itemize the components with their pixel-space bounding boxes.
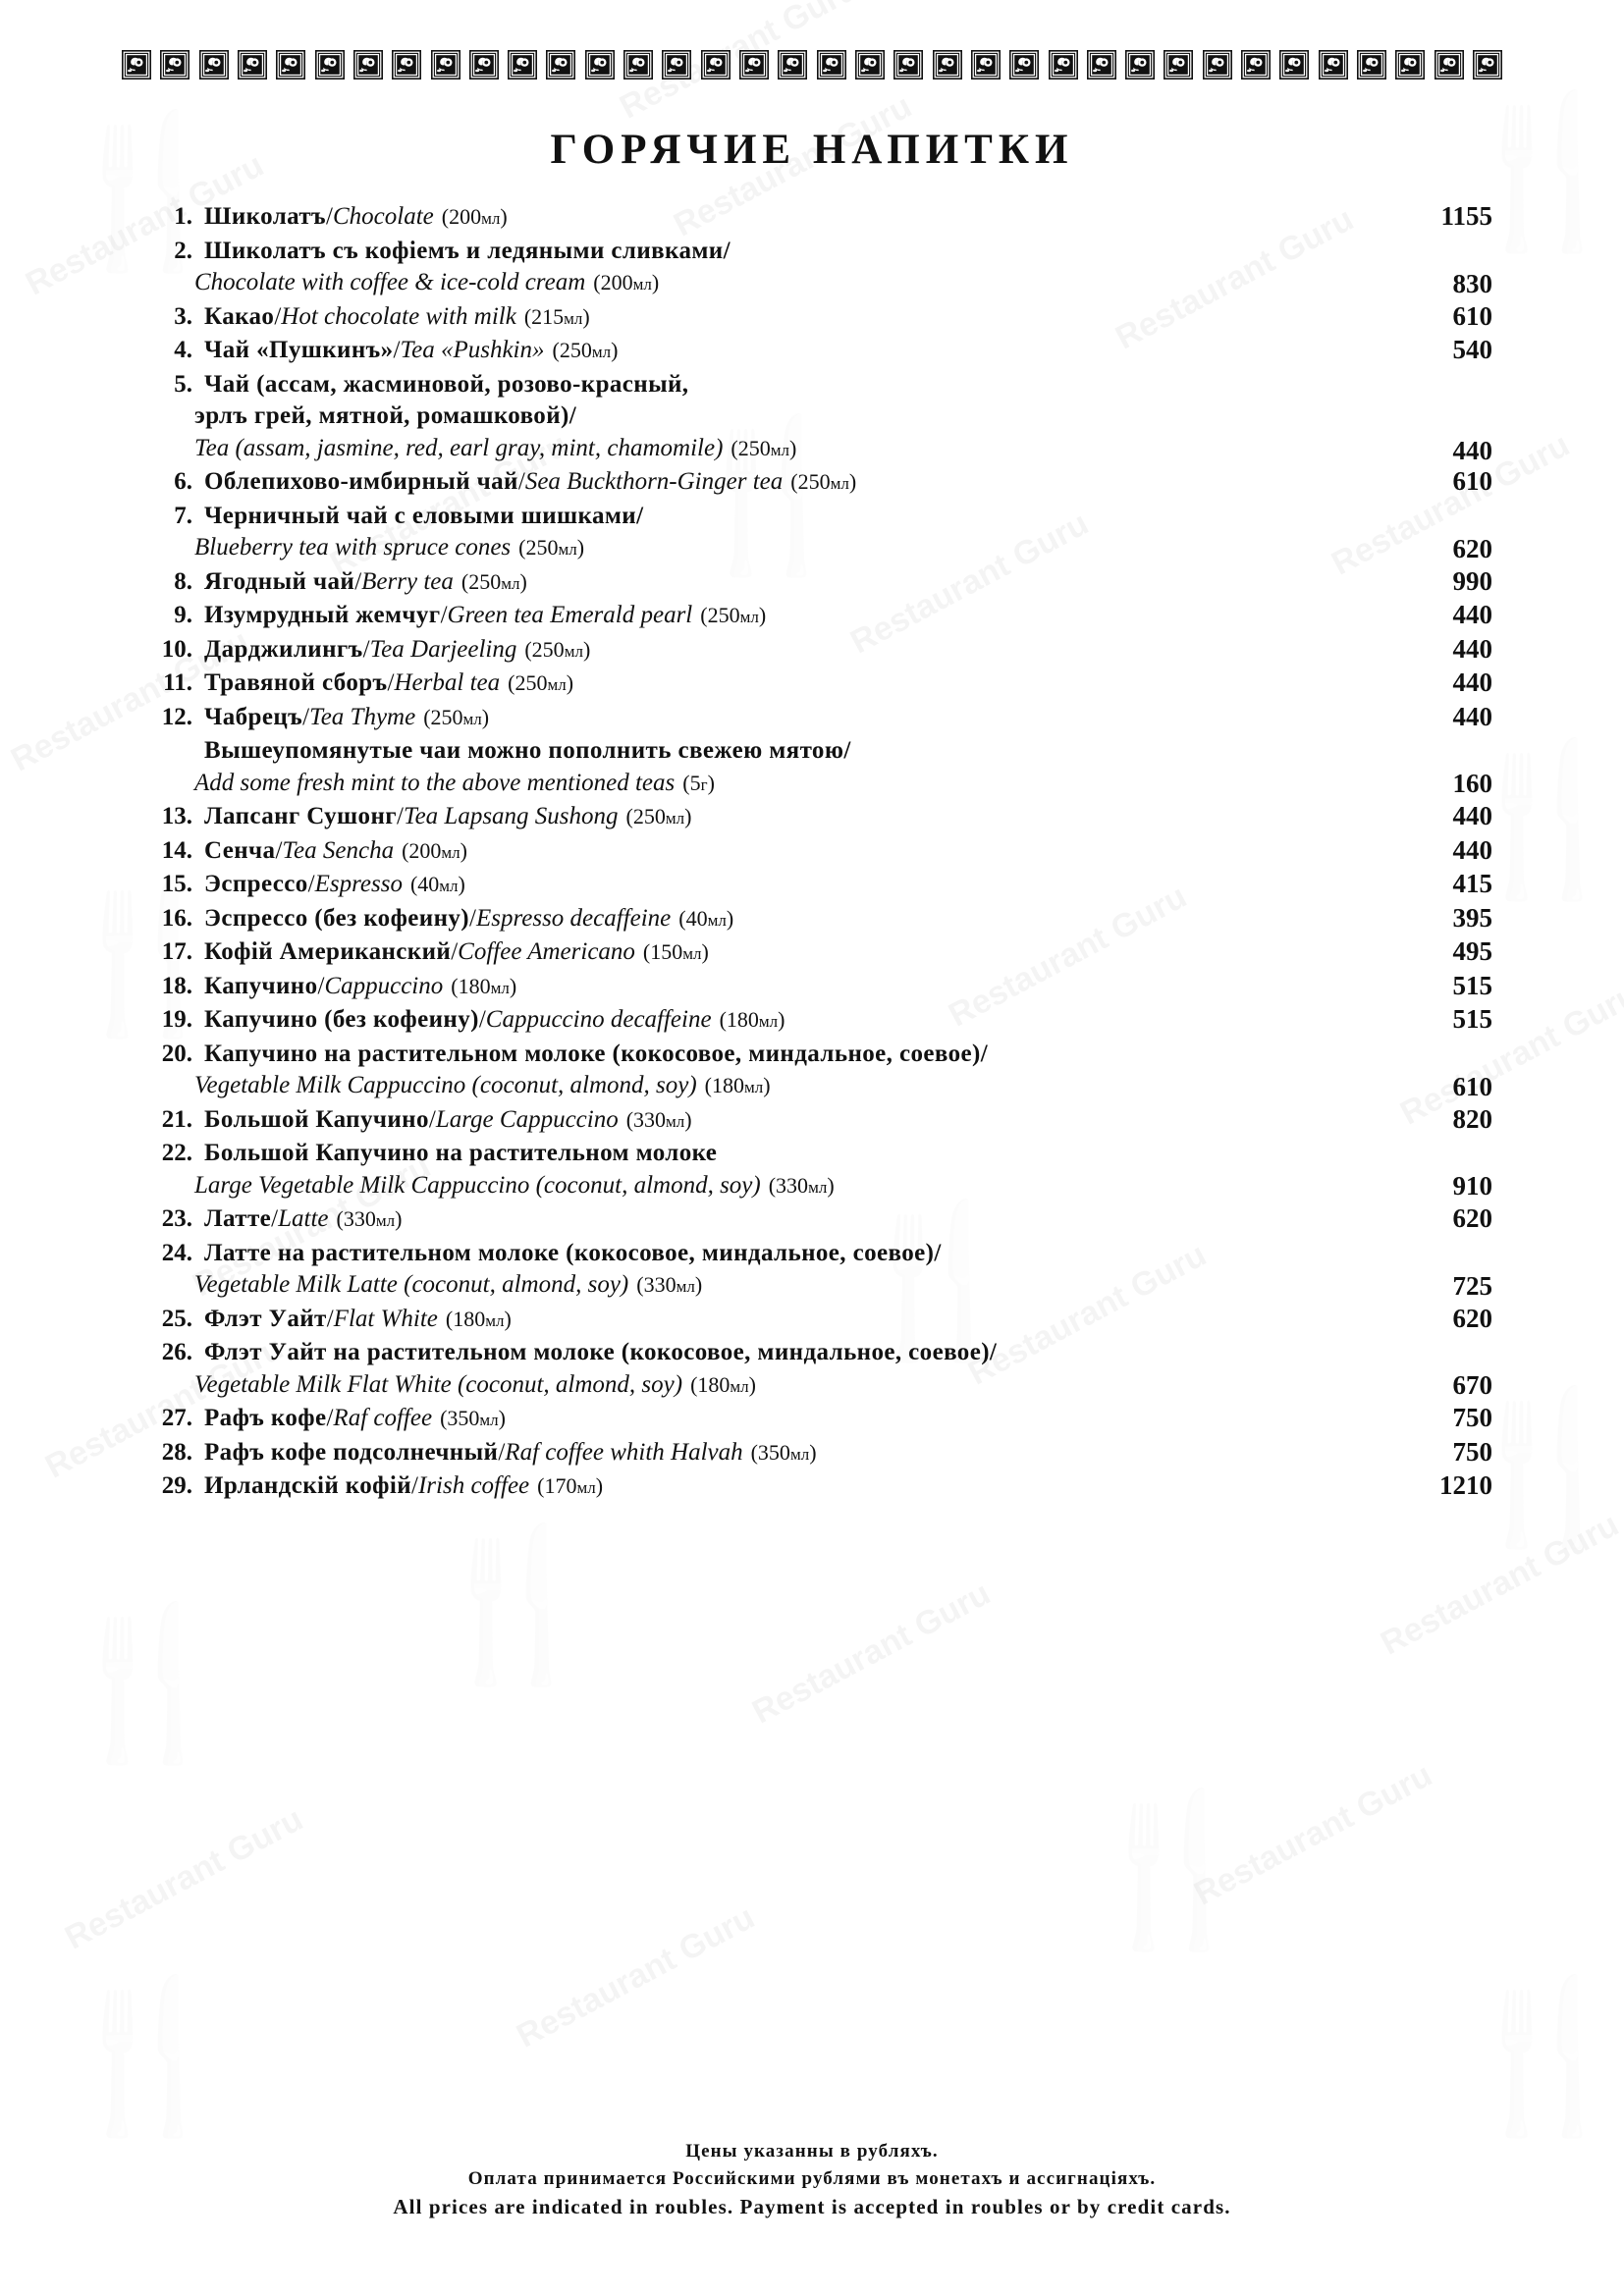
item-price: 495	[1452, 936, 1492, 966]
coffee-cup-tile-icon	[276, 50, 305, 80]
item-body	[147, 1039, 1492, 1102]
item-name-en: Irish coffee	[417, 1472, 530, 1499]
item-price: 440	[1452, 801, 1492, 830]
item-name-en: Espresso	[314, 871, 403, 897]
menu-item-row	[147, 335, 1492, 367]
menu-item-row	[147, 835, 1492, 868]
item-name-ru: Какао	[204, 302, 275, 330]
menu-item-list	[147, 201, 1492, 1505]
item-name-ru: Дарджилингъ	[204, 635, 363, 663]
item-volume: (180мл)	[445, 1306, 512, 1331]
name-separator: /	[362, 635, 370, 663]
item-body	[147, 369, 1492, 465]
item-name-ru: Рафъ кофе	[204, 1405, 327, 1431]
coffee-cup-tile-icon	[1279, 50, 1309, 80]
item-volume: (215мл)	[523, 303, 590, 329]
item-name-en: Coffee Americano	[458, 938, 635, 965]
coffee-cup-tile-icon	[817, 50, 846, 80]
menu-item-row	[147, 1337, 1492, 1401]
item-name-ru: Черничный чай с еловыми шишками/	[204, 502, 644, 529]
item-volume: (180мл)	[690, 1371, 756, 1397]
item-name-ru: Большой Капучино на растительном молоке	[204, 1140, 718, 1166]
item-name-ru: Травяной сборъ	[204, 669, 388, 696]
item-name-en: Vegetable Milk Latte (coconut, almond, soy)	[194, 1271, 629, 1298]
coffee-cup-tile-icon	[315, 50, 345, 80]
item-name-en: Blueberry tea with spruce cones	[194, 534, 512, 561]
coffee-cup-tile-icon	[469, 50, 499, 80]
item-volume: (40мл)	[409, 872, 465, 896]
coffee-cup-tile-icon	[122, 50, 151, 80]
item-price: 440	[1452, 667, 1492, 697]
item-name-en: Tea Sencha	[282, 836, 395, 864]
item-body	[147, 466, 1492, 499]
coffee-cup-tile-icon	[971, 50, 1001, 80]
item-volume: (180мл)	[704, 1073, 771, 1097]
item-number: 6 .	[147, 466, 192, 499]
item-price: 540	[1452, 335, 1492, 364]
item-name-en: Large Vegetable Milk Cappuccino (coconut, almond, soy)	[194, 1171, 761, 1199]
item-name-ru: Флэт Уайт на растительном молоке (кокосовое, миндальное, соевое)/	[204, 1339, 998, 1365]
coffee-cup-tile-icon	[546, 50, 575, 80]
coffee-cup-tile-icon	[1319, 50, 1348, 80]
menu-item-row	[147, 1403, 1492, 1435]
name-separator: /	[317, 972, 325, 999]
item-price: 440	[1452, 435, 1492, 465]
footer-line-prices-ru: Цены указанны в рубляхъ.	[685, 2141, 939, 2162]
menu-item-row	[147, 1039, 1492, 1102]
item-volume: (330мл)	[768, 1172, 835, 1198]
item-name-en: Tea (assam, jasmine, red, earl gray, mint, chamomile)	[194, 434, 724, 461]
item-number: 2 .	[147, 236, 192, 268]
item-number: 4 .	[147, 335, 192, 367]
item-number: 3 .	[147, 301, 192, 334]
coffee-cup-tile-icon	[701, 50, 731, 80]
item-number: 17 .	[147, 936, 192, 969]
menu-item-row	[147, 369, 1492, 465]
item-body	[147, 1138, 1492, 1201]
item-volume: (250мл)	[508, 670, 574, 695]
item-body	[147, 936, 1492, 969]
item-price: 820	[1452, 1103, 1492, 1134]
footer-notes	[0, 2138, 1624, 2222]
item-volume: (250мл)	[790, 469, 857, 494]
name-separator: /	[517, 468, 525, 495]
name-separator: /	[440, 602, 448, 628]
name-separator: /	[354, 567, 362, 595]
coffee-cup-tile-icon	[739, 50, 769, 80]
coffee-cup-tile-icon	[1087, 50, 1116, 80]
coffee-cup-tile-icon	[1049, 50, 1078, 80]
item-volume: (200мл)	[593, 270, 660, 294]
item-price: 515	[1452, 970, 1492, 1000]
item-name-ru: Ягодный чай	[204, 567, 355, 595]
item-volume: (40мл)	[678, 905, 734, 931]
coffee-cup-tile-icon	[1164, 50, 1193, 80]
name-separator: /	[307, 871, 315, 897]
item-name-ru: Чай «Пушкинъ»	[204, 337, 394, 363]
menu-item-row	[147, 201, 1492, 234]
item-name-ru: Шиколатъ	[204, 203, 327, 230]
item-name-en: Green tea Emerald pearl	[447, 602, 693, 628]
item-number: 21 .	[147, 1104, 192, 1137]
item-name-en: Berry tea	[361, 567, 454, 595]
item-number: 23 .	[147, 1203, 192, 1236]
menu-item-row	[147, 903, 1492, 935]
item-body	[147, 566, 1492, 599]
coffee-cup-tile-icon	[353, 50, 383, 80]
item-name-ru: Капучино (без кофеину)	[204, 1006, 479, 1033]
item-volume: (200мл)	[441, 204, 508, 229]
item-price: 1210	[1439, 1470, 1492, 1500]
item-number: 5 .	[147, 369, 192, 401]
item-body	[147, 702, 1492, 734]
item-name-ru: Ирландскiй кофій	[204, 1472, 412, 1499]
coffee-cup-tile-icon	[623, 50, 653, 80]
coffee-cup-tile-icon	[893, 50, 923, 80]
item-name-en: Cappuccino decaffeine	[485, 1006, 712, 1033]
item-price: 620	[1452, 1303, 1492, 1333]
item-name-en: Cappuccino	[324, 972, 444, 999]
menu-item-row	[147, 1304, 1492, 1336]
menu-note-row	[147, 735, 1492, 799]
item-number: 12 .	[147, 702, 192, 734]
item-number: 10 .	[147, 634, 192, 667]
name-separator: /	[411, 1472, 418, 1499]
item-name-ru: Большой Капучино	[204, 1105, 429, 1133]
item-name-en: Raf coffee	[333, 1405, 433, 1431]
item-price: 670	[1452, 1370, 1492, 1400]
item-number: 15 .	[147, 869, 192, 901]
menu-item-row	[147, 600, 1492, 632]
item-number: 9 .	[147, 600, 192, 632]
item-name-ru: Рафъ кофе подсолнечный	[204, 1438, 499, 1466]
item-name-en: Latte	[278, 1205, 329, 1232]
item-body	[147, 735, 1492, 799]
item-price: 440	[1452, 633, 1492, 664]
item-number: 8 .	[147, 566, 192, 599]
menu-item-row	[147, 1437, 1492, 1469]
item-number: 22 .	[147, 1138, 192, 1170]
coffee-cup-tile-icon	[160, 50, 189, 80]
item-price: 515	[1452, 1004, 1492, 1034]
name-separator: /	[302, 703, 310, 730]
item-price: 620	[1452, 1203, 1492, 1233]
item-price: 415	[1452, 869, 1492, 898]
item-body	[147, 236, 1492, 299]
coffee-cup-tile-icon	[1009, 50, 1039, 80]
item-number: 29 .	[147, 1470, 192, 1503]
item-number: 20 .	[147, 1039, 192, 1071]
item-name-en: Vegetable Milk Flat White (coconut, almond, soy)	[194, 1370, 683, 1398]
item-volume: (350мл)	[440, 1406, 506, 1430]
item-body	[147, 1203, 1492, 1236]
item-body	[147, 335, 1492, 367]
item-body	[147, 634, 1492, 667]
item-name-en: Espresso decaffeine	[475, 904, 672, 932]
item-volume: (200мл)	[402, 837, 467, 863]
item-name-en: Tea Lapsang Sushong	[403, 803, 619, 829]
coffee-cup-tile-icon	[778, 50, 807, 80]
item-name-ru: Эспрессо (без кофеину)	[204, 904, 469, 932]
item-body	[147, 667, 1492, 700]
item-price: 830	[1452, 268, 1492, 298]
item-name-en: Sea Buckthorn-Ginger tea	[524, 468, 784, 495]
footer-line-payment-ru: Оплата принимается Российскими рублями въ монетахъ и ассигнаціяхъ.	[467, 2167, 1157, 2189]
item-number: 25 .	[147, 1304, 192, 1336]
coffee-cup-tile-icon	[1203, 50, 1232, 80]
item-price: 395	[1452, 902, 1492, 933]
menu-item-row	[147, 466, 1492, 499]
item-name-ru: Сенча	[204, 836, 276, 864]
coffee-cup-tile-icon	[392, 50, 421, 80]
note-text-ru: Вышеупомянутые чаи можно пополнить свежею мятою/	[204, 737, 851, 764]
item-price: 1155	[1440, 201, 1492, 231]
item-price: 440	[1452, 701, 1492, 731]
item-volume: (250мл)	[524, 636, 591, 662]
item-body	[147, 903, 1492, 935]
menu-item-row	[147, 971, 1492, 1003]
item-price: 610	[1452, 300, 1492, 331]
item-volume: (250мл)	[700, 603, 767, 627]
name-separator: /	[275, 836, 283, 864]
item-volume: (330мл)	[636, 1272, 703, 1297]
menu-item-row	[147, 667, 1492, 700]
item-name-ru: Эспрессо	[204, 871, 308, 897]
name-separator: /	[469, 904, 476, 932]
menu-item-row	[147, 801, 1492, 833]
menu-item-row	[147, 566, 1492, 599]
item-name-ru: Чабрецъ	[204, 703, 303, 730]
name-separator: /	[326, 203, 333, 230]
coffee-cup-tile-icon	[1473, 50, 1502, 80]
menu-item-row	[147, 501, 1492, 564]
item-price: 440	[1452, 600, 1492, 629]
item-number: 27 .	[147, 1403, 192, 1435]
item-body	[147, 301, 1492, 334]
item-name-ru: Облепихово-имбирный чай	[204, 468, 518, 495]
coffee-cup-tile-icon	[855, 50, 885, 80]
item-volume: (150мл)	[642, 939, 709, 964]
menu-item-row	[147, 1138, 1492, 1201]
name-separator: /	[274, 302, 282, 330]
item-volume: (350мл)	[750, 1439, 817, 1465]
coffee-cup-tile-icon	[1125, 50, 1155, 80]
item-volume: (180мл)	[719, 1007, 785, 1032]
item-name-en: Chocolate with coffee & ice-cold cream	[194, 269, 586, 295]
item-name-en: Herbal tea	[394, 669, 501, 696]
coffee-cup-tile-icon	[1357, 50, 1386, 80]
item-body	[147, 501, 1492, 564]
item-volume: (250мл)	[460, 568, 527, 594]
item-name-ru: Лапсанг Сушонг	[204, 803, 398, 829]
coffee-cup-tile-icon	[238, 50, 267, 80]
name-separator: /	[393, 337, 401, 363]
item-number: 1 .	[147, 201, 192, 234]
item-body	[147, 1004, 1492, 1037]
menu-item-row	[147, 634, 1492, 667]
name-separator: /	[326, 1405, 334, 1431]
item-volume: (250мл)	[552, 338, 619, 362]
item-name-en: Tea «Pushkin»	[400, 337, 545, 363]
item-price: 725	[1452, 1270, 1492, 1301]
item-number: 14 .	[147, 835, 192, 868]
coffee-cup-tile-icon	[662, 50, 691, 80]
item-number: 18 .	[147, 971, 192, 1003]
item-volume: (330мл)	[336, 1206, 403, 1231]
item-body	[147, 1238, 1492, 1302]
item-name-ru: Флэт Уайт	[204, 1305, 327, 1332]
item-volume: (180мл)	[451, 973, 517, 998]
item-body	[147, 869, 1492, 901]
item-body	[147, 201, 1492, 234]
item-price: 610	[1452, 466, 1492, 496]
item-price: 610	[1452, 1071, 1492, 1101]
item-name-ru: Латте на растительном молоке (кокосовое, миндальное, соевое)/	[204, 1239, 942, 1266]
item-name-ru: Капучино на растительном молоке (кокосовое, миндальное, соевое)/	[204, 1040, 989, 1067]
item-name-en: Flat White	[333, 1305, 438, 1332]
menu-item-row	[147, 1004, 1492, 1037]
name-separator: /	[397, 803, 404, 829]
item-volume: (250мл)	[625, 804, 692, 828]
item-body	[147, 801, 1492, 833]
item-body	[147, 971, 1492, 1003]
item-volume: (250мл)	[731, 435, 797, 460]
item-price: 160	[1452, 769, 1492, 798]
item-body	[147, 835, 1492, 868]
item-number: 16 .	[147, 903, 192, 935]
menu-item-row	[147, 1238, 1492, 1302]
item-name-ru: Шиколатъ съ кофіемъ и ледяными сливками/	[204, 237, 731, 264]
item-name-ru-cont: эрлъ грей, мятной, ромашковой)/	[194, 402, 577, 429]
item-volume: (330мл)	[625, 1106, 692, 1132]
item-price: 750	[1452, 1403, 1492, 1432]
item-name-en: Raf coffee whith Halvah	[505, 1438, 743, 1466]
item-body	[147, 1104, 1492, 1137]
name-separator: /	[428, 1105, 436, 1133]
item-body	[147, 1437, 1492, 1469]
footer-line-payment-en: All prices are indicated in roubles. Payment is accepted in roubles or by credit cards.	[393, 2195, 1231, 2219]
item-volume: (250мл)	[518, 535, 585, 560]
menu-item-row	[147, 869, 1492, 901]
item-number: 19 .	[147, 1004, 192, 1037]
item-body	[147, 1470, 1492, 1503]
item-number: 28 .	[147, 1437, 192, 1469]
item-name-en: Vegetable Milk Cappuccino (coconut, almond, soy)	[194, 1072, 697, 1098]
note-text-en: Add some fresh mint to the above mentioned teas	[194, 769, 676, 796]
menu-item-row	[147, 1470, 1492, 1503]
item-number: 7 .	[147, 501, 192, 533]
coffee-cup-tile-icon	[199, 50, 229, 80]
item-name-ru: Капучино	[204, 972, 318, 999]
item-name-en: Large Cappuccino	[435, 1105, 619, 1133]
item-price: 990	[1452, 565, 1492, 596]
menu-item-row	[147, 1203, 1492, 1236]
item-number: 11 .	[147, 667, 192, 700]
menu-item-row	[147, 1104, 1492, 1137]
item-number: 13 .	[147, 801, 192, 833]
item-body	[147, 1403, 1492, 1435]
coffee-cup-tile-icon	[1435, 50, 1464, 80]
menu-item-row	[147, 936, 1492, 969]
menu-item-row	[147, 236, 1492, 299]
coffee-cup-tile-icon	[508, 50, 537, 80]
item-number: 26 .	[147, 1337, 192, 1369]
name-separator: /	[498, 1438, 506, 1466]
item-name-en: Tea Darjeeling	[369, 635, 517, 663]
menu-item-row	[147, 301, 1492, 334]
decorative-border-strip	[122, 49, 1502, 80]
coffee-cup-tile-icon	[431, 50, 460, 80]
item-body	[147, 1337, 1492, 1401]
item-volume: (5г)	[682, 770, 715, 795]
item-name-ru: Кофій Американский	[204, 938, 452, 965]
coffee-cup-tile-icon	[1241, 50, 1271, 80]
coffee-cup-tile-icon	[933, 50, 962, 80]
name-separator: /	[478, 1006, 486, 1033]
item-volume: (250мл)	[423, 704, 490, 729]
item-volume: (170мл)	[537, 1473, 604, 1498]
item-name-en: Hot chocolate with milk	[281, 302, 516, 330]
item-name-en: Tea Thyme	[309, 703, 416, 730]
name-separator: /	[271, 1205, 279, 1232]
item-name-ru: Чай (ассам, жасминовой, розово-красный,	[204, 370, 689, 398]
item-body	[147, 1304, 1492, 1336]
item-price: 440	[1452, 834, 1492, 865]
coffee-cup-tile-icon	[1395, 50, 1425, 80]
item-price: 620	[1452, 533, 1492, 563]
item-name-en: Chocolate	[333, 203, 434, 230]
item-price: 910	[1452, 1171, 1492, 1201]
item-price: 750	[1452, 1436, 1492, 1467]
name-separator: /	[326, 1305, 334, 1332]
name-separator: /	[387, 669, 395, 696]
item-name-ru: Изумрудный жемчуг	[204, 602, 441, 628]
item-number: 24 .	[147, 1238, 192, 1270]
name-separator: /	[451, 938, 459, 965]
page-title: ГОРЯЧИЕ НАПИТКИ	[550, 127, 1074, 173]
item-body	[147, 600, 1492, 632]
item-name-ru: Латте	[204, 1205, 272, 1232]
menu-item-row	[147, 702, 1492, 734]
coffee-cup-tile-icon	[585, 50, 615, 80]
